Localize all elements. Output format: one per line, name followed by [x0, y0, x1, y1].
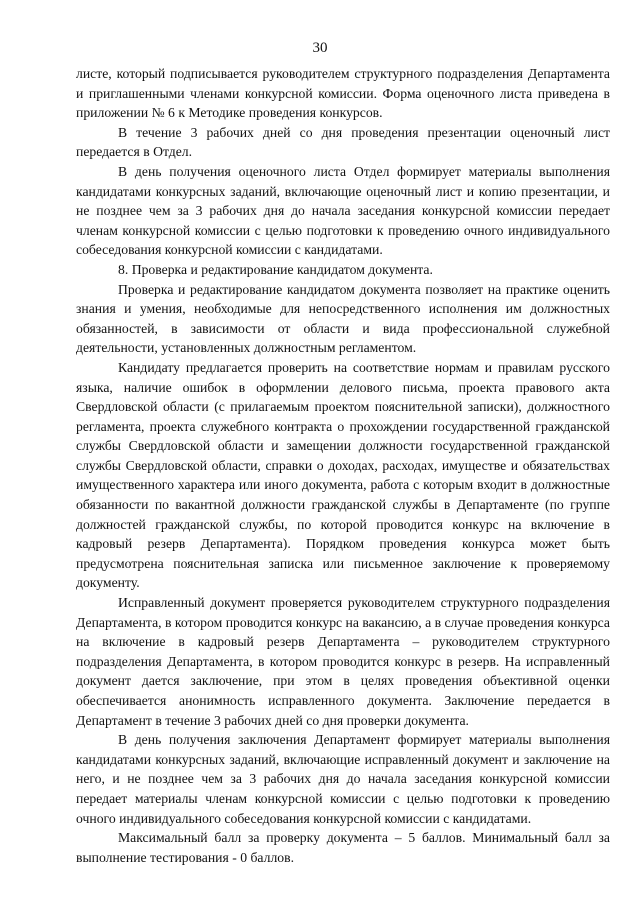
page-number: 30 [312, 40, 328, 56]
paragraph-continuation: листе, который подписывается руководителем структурного подразделения Департамента и приглашенными членами конкурсной комиссии. Форма оценочного листа приведена в приложении № 6 к Методике проведения конкурсов. [76, 66, 610, 121]
paragraph: Кандидату предлагается проверить на соответствие нормам и правилам русского языка, наличие ошибок в оформлении делового письма, проекта правового акта Свердловской области (с прилагаемым проектом пояснительной записки), должностного регламента, проекта служебного контракта о прохождении государственной гражданской службы Свердловской области и замещении должности государственной гражданской службы Свердловской области, справки о доходах, расходах, имуществе и обязательствах имущественного характера или иного документа, работа с которым входит в должностные обязанности по вакантной должности гражданской службы в Департаменте (по группе должностей гражданской службы, по которой проводится конкурс на включение в кадровый резерв Департамента). Порядком проведения конкурса может быть предусмотрена пояснительная записка или письменное заключение к проверяемому документу. [76, 359, 610, 591]
paragraph: Исправленный документ проверяется руководителем структурного подразделения Департамента, в котором проводится конкурс на вакансию, а в случае проведения конкурса на включение в кадровый резерв Департамента – руководителем структурного подразделения Департамента, в котором проводится конкурс в резерв. На исправленный документ дается заключение, при этом в целях проведения объективной оценки обеспечивается анонимность исправленного документа. Заключение передается в Департамент в течение 3 рабочих дней со дня проверки документа. [76, 595, 610, 728]
paragraph: Максимальный балл за проверку документа – 5 баллов. Минимальный балл за выполнение тестирования - 0 баллов. [76, 830, 610, 865]
paragraph: Проверка и редактирование кандидатом документа позволяет на практике оценить знания и умения, необходимые для непосредственного исполнения им должностных обязанностей, в зависимости от области и вида профессиональной служебной деятельности, установленных должностным регламентом. [76, 281, 610, 356]
paragraph: В день получения оценочного листа Отдел формирует материалы выполнения кандидатами конкурсных заданий, включающие оценочный лист и копию презентации, и не позднее чем за 3 рабочих дня до начала заседания конкурсной комиссии передает членам конкурсной комиссии с целью подготовки к проведению очного индивидуального собеседования конкурсной комиссии с кандидатами. [76, 163, 610, 258]
paragraph: В течение 3 рабочих дней со дня проведения презентации оценочный лист передается в Отдел. [76, 124, 610, 160]
section-heading: 8. Проверка и редактирование кандидатом документа. [118, 261, 433, 277]
document-body [76, 64, 610, 867]
paragraph: В день получения заключения Департамент формирует материалы выполнения кандидатами конкурсных заданий, включающие исправленный документ и заключение на него, и не позднее чем за 3 рабочих дня до начала заседания конкурсной комиссии передает материалы членам конкурсной комиссии с целью подготовки к проведению очного индивидуального собеседования конкурсной комиссии с кандидатами. [76, 732, 610, 826]
